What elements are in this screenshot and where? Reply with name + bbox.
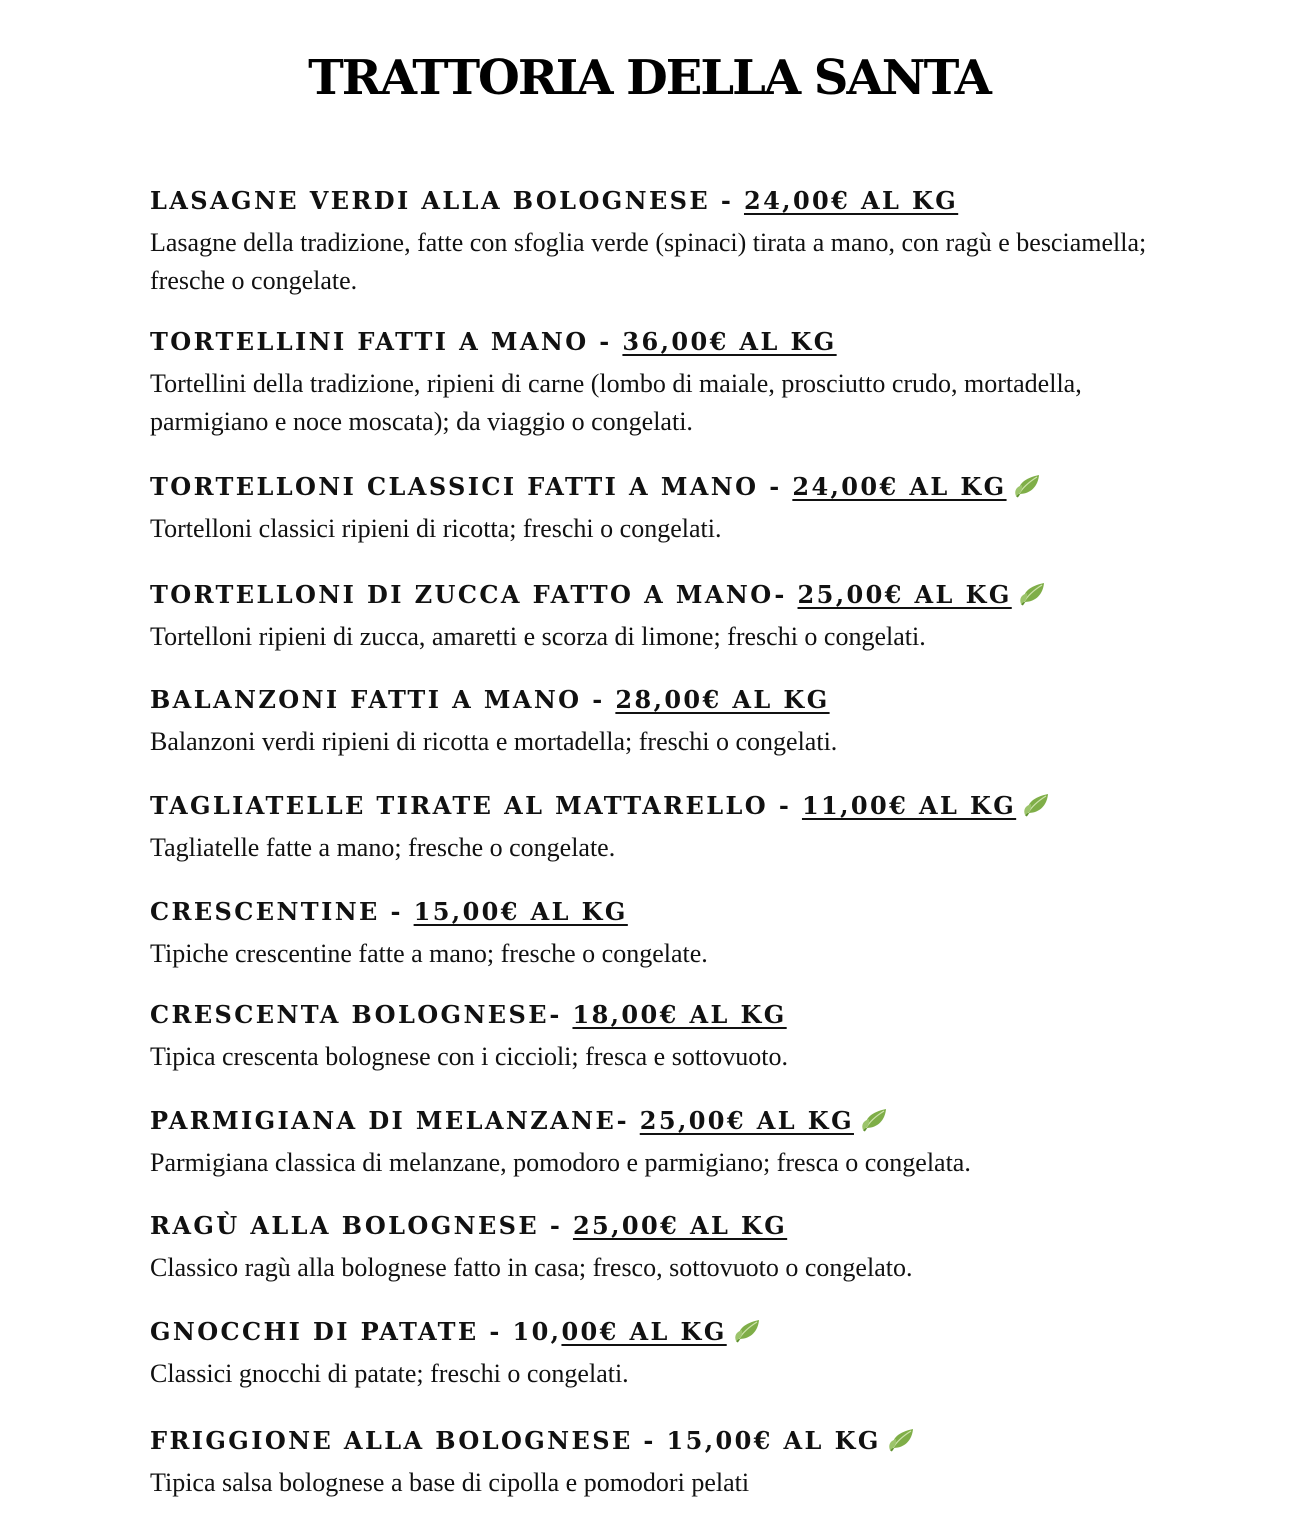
- item-description: Tortellini della tradizione, ripieni di carne (lombo di maiale, prosciutto crudo, mortadella, parmigiano e noce moscata); da viaggio o congelati.: [150, 369, 1082, 436]
- item-name: LASAGNE VERDI ALLA BOLOGNESE -: [150, 186, 734, 215]
- item-description: Classico ragù alla bolognese fatto in casa; fresco, sottovuoto o congelato.: [150, 1253, 913, 1282]
- item-heading: [150, 789, 1160, 823]
- item-name: TAGLIATELLE TIRATE AL MATTARELLO -: [150, 791, 792, 820]
- item-heading: [150, 998, 1160, 1032]
- item-heading: [150, 578, 1160, 612]
- leaf-icon: [887, 1426, 917, 1454]
- menu-item: [150, 578, 1160, 656]
- item-heading: [150, 895, 1160, 929]
- item-description: Tortelloni classici ripieni di ricotta; freschi o congelati.: [150, 514, 722, 543]
- item-price: 15,00€ AL KG: [413, 897, 628, 926]
- item-heading: [150, 1315, 1160, 1349]
- item-price: 11,00€ AL KG: [801, 791, 1017, 820]
- item-price: 36,00€ AL KG: [622, 327, 837, 356]
- item-price: 25,00€ AL KG: [572, 1211, 788, 1240]
- item-name: FRIGGIONE ALLA BOLOGNESE - 15,00€ AL KG: [150, 1426, 881, 1455]
- item-name: BALANZONI FATTI A MANO -: [150, 685, 605, 714]
- item-heading: [150, 325, 1160, 359]
- item-price: 24,00€ AL KG: [792, 472, 1007, 501]
- menu-item: [150, 325, 1160, 441]
- menu-item: [150, 789, 1160, 867]
- menu-item: [150, 998, 1160, 1076]
- item-price: 18,00€ AL KG: [572, 1000, 787, 1029]
- item-price: 00€ AL KG: [561, 1317, 727, 1346]
- menu-item: [150, 683, 1160, 761]
- item-description: Tipica crescenta bolognese con i ciccioli; fresca e sottovuoto.: [150, 1042, 789, 1071]
- menu-item: [150, 1209, 1160, 1287]
- item-description: Balanzoni verdi ripieni di ricotta e mortadella; freschi o congelati.: [150, 727, 838, 756]
- item-price: 25,00€ AL KG: [797, 580, 1012, 609]
- menu-item: [150, 895, 1160, 973]
- item-name: GNOCCHI DI PATATE - 10,: [150, 1317, 562, 1346]
- item-price: 25,00€ AL KG: [639, 1106, 854, 1135]
- item-heading: [150, 1424, 1160, 1458]
- page-title: TRATTORIA DELLA SANTA: [308, 50, 990, 106]
- item-description: Tipica salsa bolognese a base di cipolla e pomodori pelati: [150, 1468, 750, 1497]
- item-heading: [150, 683, 1160, 717]
- item-name: PARMIGIANA DI MELANZANE-: [150, 1106, 629, 1135]
- menu-item: [150, 1424, 1160, 1502]
- item-description: Tipiche crescentine fatte a mano; fresche o congelate.: [150, 939, 708, 968]
- item-name: TORTELLONI DI ZUCCA FATTO A MANO-: [150, 580, 787, 609]
- item-heading: [150, 1209, 1160, 1243]
- item-heading: [150, 470, 1160, 504]
- leaf-icon: [1022, 791, 1052, 819]
- item-description: Parmigiana classica di melanzane, pomodoro e parmigiano; fresca o congelata.: [150, 1148, 971, 1177]
- leaf-icon: [733, 1317, 763, 1345]
- menu-item: [150, 184, 1160, 300]
- item-price: 24,00€ AL KG: [743, 186, 959, 215]
- leaf-icon: [860, 1106, 890, 1134]
- item-description: Tagliatelle fatte a mano; fresche o congelate.: [150, 833, 616, 862]
- item-description: Lasagne della tradizione, fatte con sfoglia verde (spinaci) tirata a mano, con ragù e besciamella; fresche o congelate.: [150, 228, 1147, 295]
- item-price: 28,00€ AL KG: [615, 685, 830, 714]
- item-description: Tortelloni ripieni di zucca, amaretti e scorza di limone; freschi o congelati.: [150, 622, 926, 651]
- item-description: Classici gnocchi di patate; freschi o congelati.: [150, 1359, 629, 1388]
- menu-item: [150, 470, 1160, 548]
- item-name: TORTELLINI FATTI A MANO -: [150, 327, 612, 356]
- leaf-icon: [1018, 580, 1048, 608]
- menu-item: [150, 1104, 1160, 1182]
- menu-item: [150, 1315, 1160, 1393]
- leaf-icon: [1013, 472, 1043, 500]
- item-heading: [150, 1104, 1160, 1138]
- item-name: CRESCENTA BOLOGNESE-: [150, 1000, 562, 1029]
- item-name: CRESCENTINE -: [150, 897, 403, 926]
- item-name: TORTELLONI CLASSICI FATTI A MANO -: [150, 472, 782, 501]
- item-name: RAGÙ ALLA BOLOGNESE -: [150, 1211, 563, 1240]
- item-heading: [150, 184, 1160, 218]
